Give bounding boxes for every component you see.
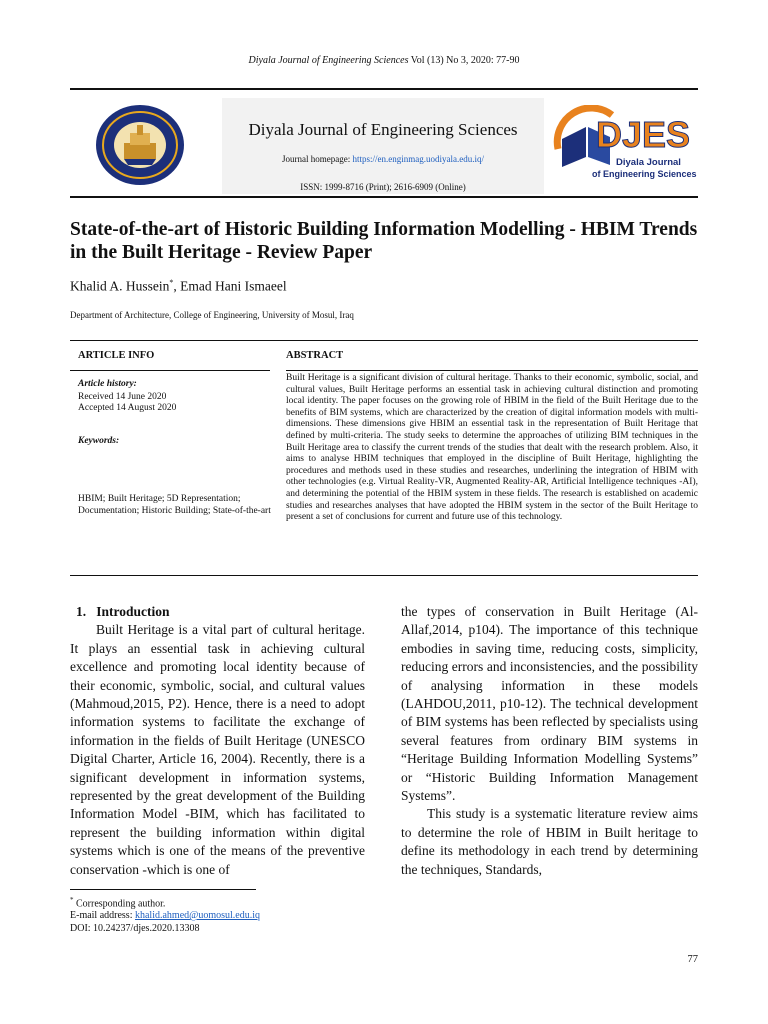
table-top-rule [70, 340, 698, 341]
email-link[interactable]: khalid.ahmed@uomosul.edu.iq [134, 910, 261, 921]
footnote-doi: DOI: 10.24237/djes.2020.13308 [70, 923, 200, 934]
keywords: HBIM; Built Heritage; 5D Representation; Documentation; Historic Building; State-of-the-art [78, 494, 271, 516]
page-number: 77 [687, 954, 698, 965]
authors: Khalid A. Hussein*, Emad Hani Ismaeel [70, 278, 287, 294]
table-header-rule-left [70, 370, 270, 371]
journal-info-box [222, 98, 544, 194]
footnote-email: E-mail address: khalid.ahmed@uomosul.edu.iq [70, 910, 261, 921]
affiliation: Department of Architecture, College of Engineering, University of Mosul, Iraq [70, 310, 354, 320]
footnote-corresponding: * Corresponding author. [70, 896, 166, 910]
banner-bottom-rule [70, 196, 698, 198]
paper-title: State-of-the-art of Historic Building Information Modelling - HBIM Trends in the Built Heritage - Review Paper [70, 219, 698, 263]
logo-text-line2: of Engineering Sciences [592, 169, 697, 179]
history-label: Article history: [78, 379, 137, 389]
received-date: Received 14 June 2020 [78, 392, 167, 402]
issn: ISSN: 1999-8716 (Print); 2616-6909 (Online) [300, 182, 466, 192]
journal-name: Diyala Journal of Engineering Sciences [248, 120, 518, 139]
banner-top-rule [70, 88, 698, 90]
journal-homepage: Journal homepage: https://en.enginmag.uodiyala.edu.iq/ [282, 154, 484, 164]
intro-paragraph-right-1: the types of conservation in Built Heritage (Al-Allaf,2014, p104). The importance of this technique embodies in saving time, reducing costs, simplicity, reducing errors and inconsistencies, and the possibility of analysing information in these models (LAHDOU,2011, p10-12). The technical development of BIM systems has been reflected by specialists using several features from ordinary BIM systems in “Heritage Building Information Modelling Systems” or “Historic Building Information Management Systems”. [401, 604, 698, 804]
accepted-date: Accepted 14 August 2020 [78, 403, 177, 413]
logo-text-line1: Diyala Journal [616, 157, 681, 168]
article-info-header: ARTICLE INFO [78, 350, 155, 361]
footnote-rule [70, 889, 256, 890]
running-header: Diyala Journal of Engineering Sciences Vol (13) No 3, 2020: 77-90 [248, 55, 520, 66]
table-header-rule-right [286, 370, 698, 371]
table-bottom-rule [70, 575, 698, 576]
section-heading-introduction: 1. Introduction [76, 604, 170, 619]
abstract-header: ABSTRACT [286, 350, 344, 361]
logo-letters: DJES [596, 114, 691, 155]
homepage-link[interactable]: https://en.enginmag.uodiyala.edu.iq/ [352, 154, 484, 164]
djes-logo [552, 105, 700, 183]
university-seal-logo [94, 103, 186, 187]
abstract-text: Built Heritage is a significant division of cultural heritage. Thanks to their economic, symbolic, social, and cultural values, Built Heritage performs an essential task in achieving cultural distinction and promoting local identity. The paper focuses on the growing role of HBIM in the field of the Built Heritage due to the benefits of BIM systems, which are characterized by the creation of digital information models with multi-dimensions. These dimensions give HBIM an essential task in the representation of Built Heritage that defined by multi-criteria. The study seeks to determine the approaches of utilizing BIM techniques in the Built Heritage area to classify the current trends of the studies that dealt with the research problem. Also, it aims to analyse HBIM techniques that employed in the discipline of Built Heritage, highlighting the procedures and methods used in these studies and researches, underlining the integration of HBIM with other technologies (e.g. Virtual Reality-VR, Augmented Reality-AR, Artificial Intelligence techniques -AI), and determining the potential of the HBIM system in these fields. The research is established on academic studies and researches analyses that have adopted the HBIM system in the sector of the Built Heritage to present a set of conclusions for current and future use of this technology. [286, 373, 698, 523]
left-column [70, 603, 365, 879]
intro-paragraph-left: Built Heritage is a vital part of cultural heritage. It plays an essential task in achieving cultural excellence and promoting local identity because of their economic, symbolic, social, and cultural values (Mahmoud,2015, P2). Hence, there is a need to adopt information systems to facilitate the exchange of information in the fields of Built Heritage (UNESCO Digital Charter, Article 16, 2004). Recently, there is a significant development in information systems, represented by the great development of the Building Information Model -BIM, which has facilitated to represent the building information within digital systems which is one of the means of the preventive conservation -which is one of [70, 622, 365, 877]
right-column [401, 603, 698, 879]
intro-paragraph-right-2: This study is a systematic literature review aims to determine the role of HBIM in Built heritage to define its methodology in each trend by determining the techniques, Standards, [401, 806, 698, 877]
keywords-label: Keywords: [78, 436, 120, 446]
